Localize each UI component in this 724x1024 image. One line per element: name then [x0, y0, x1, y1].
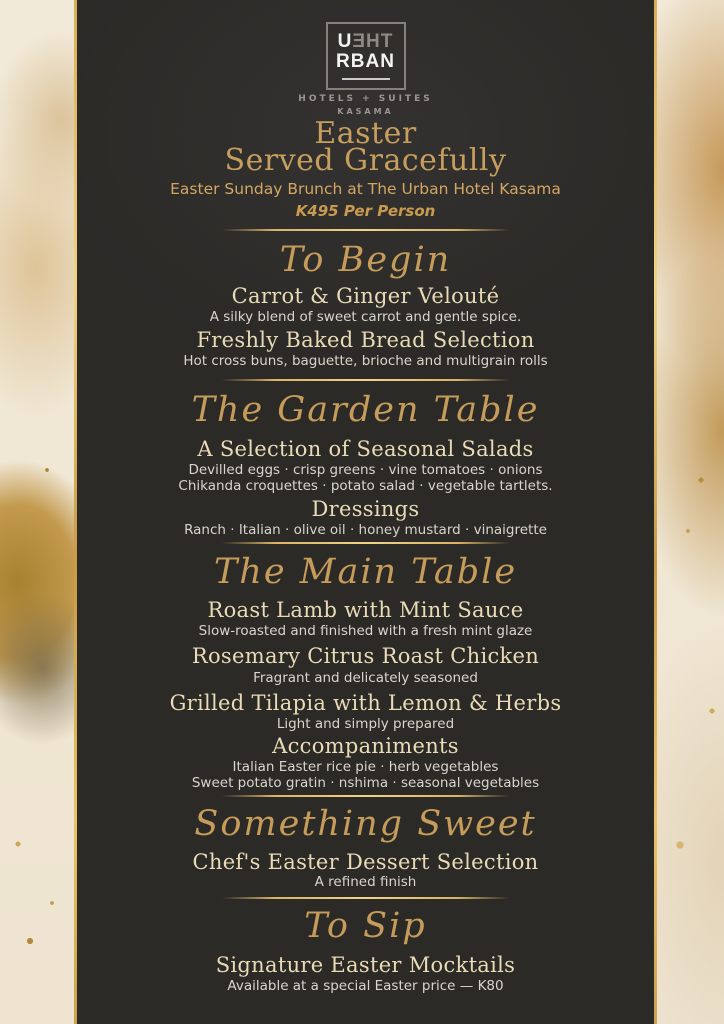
- dish-name: Grilled Tilapia with Lemon & Herbs: [169, 691, 562, 715]
- section-heading-garden-table: The Garden Table: [191, 390, 540, 430]
- dish-description: Italian Easter rice pie · herb vegetables: [232, 759, 499, 775]
- logo-mark-the-mirrored: ƎHT: [352, 31, 394, 52]
- dish-description: Fragrant and delicately seasoned: [253, 670, 478, 686]
- dish-name: Carrot & Ginger Velouté: [231, 284, 500, 308]
- section-divider: [222, 379, 510, 381]
- menu-title-line1: Easter: [314, 116, 417, 151]
- brand-tagline: HOTELS + SUITES: [298, 94, 433, 104]
- dish-name: Accompaniments: [272, 734, 459, 758]
- section-heading-to-sip: To Sip: [304, 906, 427, 946]
- dish-description: Sweet potato gratin · nshima · seasonal vegetables: [191, 775, 540, 791]
- dish-description: Slow-roasted and finished with a fresh mint glaze: [198, 623, 533, 639]
- dish-description: Available at a special Easter price — K80: [227, 978, 504, 994]
- menu-price: K495 Per Person: [295, 202, 436, 220]
- dish-description: Light and simply prepared: [276, 716, 455, 732]
- dish-description: Devilled eggs · crisp greens · vine tomatoes · onions: [188, 462, 543, 478]
- dish-name: Freshly Baked Bread Selection: [196, 328, 535, 352]
- dish-name: Chef's Easter Dessert Selection: [192, 850, 539, 874]
- dish-description: Hot cross buns, baguette, brioche and multigrain rolls: [183, 353, 548, 369]
- logo-box: [326, 22, 406, 90]
- dish-description: A refined finish: [314, 874, 417, 890]
- section-heading-main-table: The Main Table: [213, 552, 518, 592]
- section-divider: [222, 229, 510, 231]
- brand-location: KASAMA: [337, 107, 394, 116]
- section-divider: [222, 542, 510, 544]
- hotel-logo: [74, 22, 657, 116]
- logo-underline: [342, 78, 390, 80]
- dish-description: Chikanda croquettes · potato salad · vegetable tartlets.: [178, 478, 553, 494]
- dish-name: Dressings: [311, 497, 420, 521]
- dish-name: A Selection of Seasonal Salads: [197, 437, 534, 461]
- menu-subtitle: Easter Sunday Brunch at The Urban Hotel Kasama: [170, 180, 561, 198]
- dish-name: Roast Lamb with Mint Sauce: [207, 598, 524, 622]
- section-divider: [222, 897, 510, 899]
- menu-title: [74, 116, 657, 178]
- menu-card: [74, 0, 657, 1024]
- dish-description: Ranch · Italian · olive oil · honey mustard · vinaigrette: [184, 522, 547, 538]
- dish-name: Rosemary Citrus Roast Chicken: [191, 644, 540, 668]
- logo-mark-u: U: [337, 31, 353, 52]
- section-heading-something-sweet: Something Sweet: [194, 804, 537, 844]
- dish-name: Signature Easter Mocktails: [215, 953, 516, 977]
- logo-mark-line2: RBAN: [336, 51, 395, 72]
- section-divider: [222, 795, 510, 797]
- dish-description: A silky blend of sweet carrot and gentle spice.: [209, 309, 522, 325]
- logo-mark-line1: [338, 32, 394, 52]
- menu-title-line2: Served Gracefully: [224, 143, 507, 178]
- section-heading-to-begin: To Begin: [279, 240, 452, 280]
